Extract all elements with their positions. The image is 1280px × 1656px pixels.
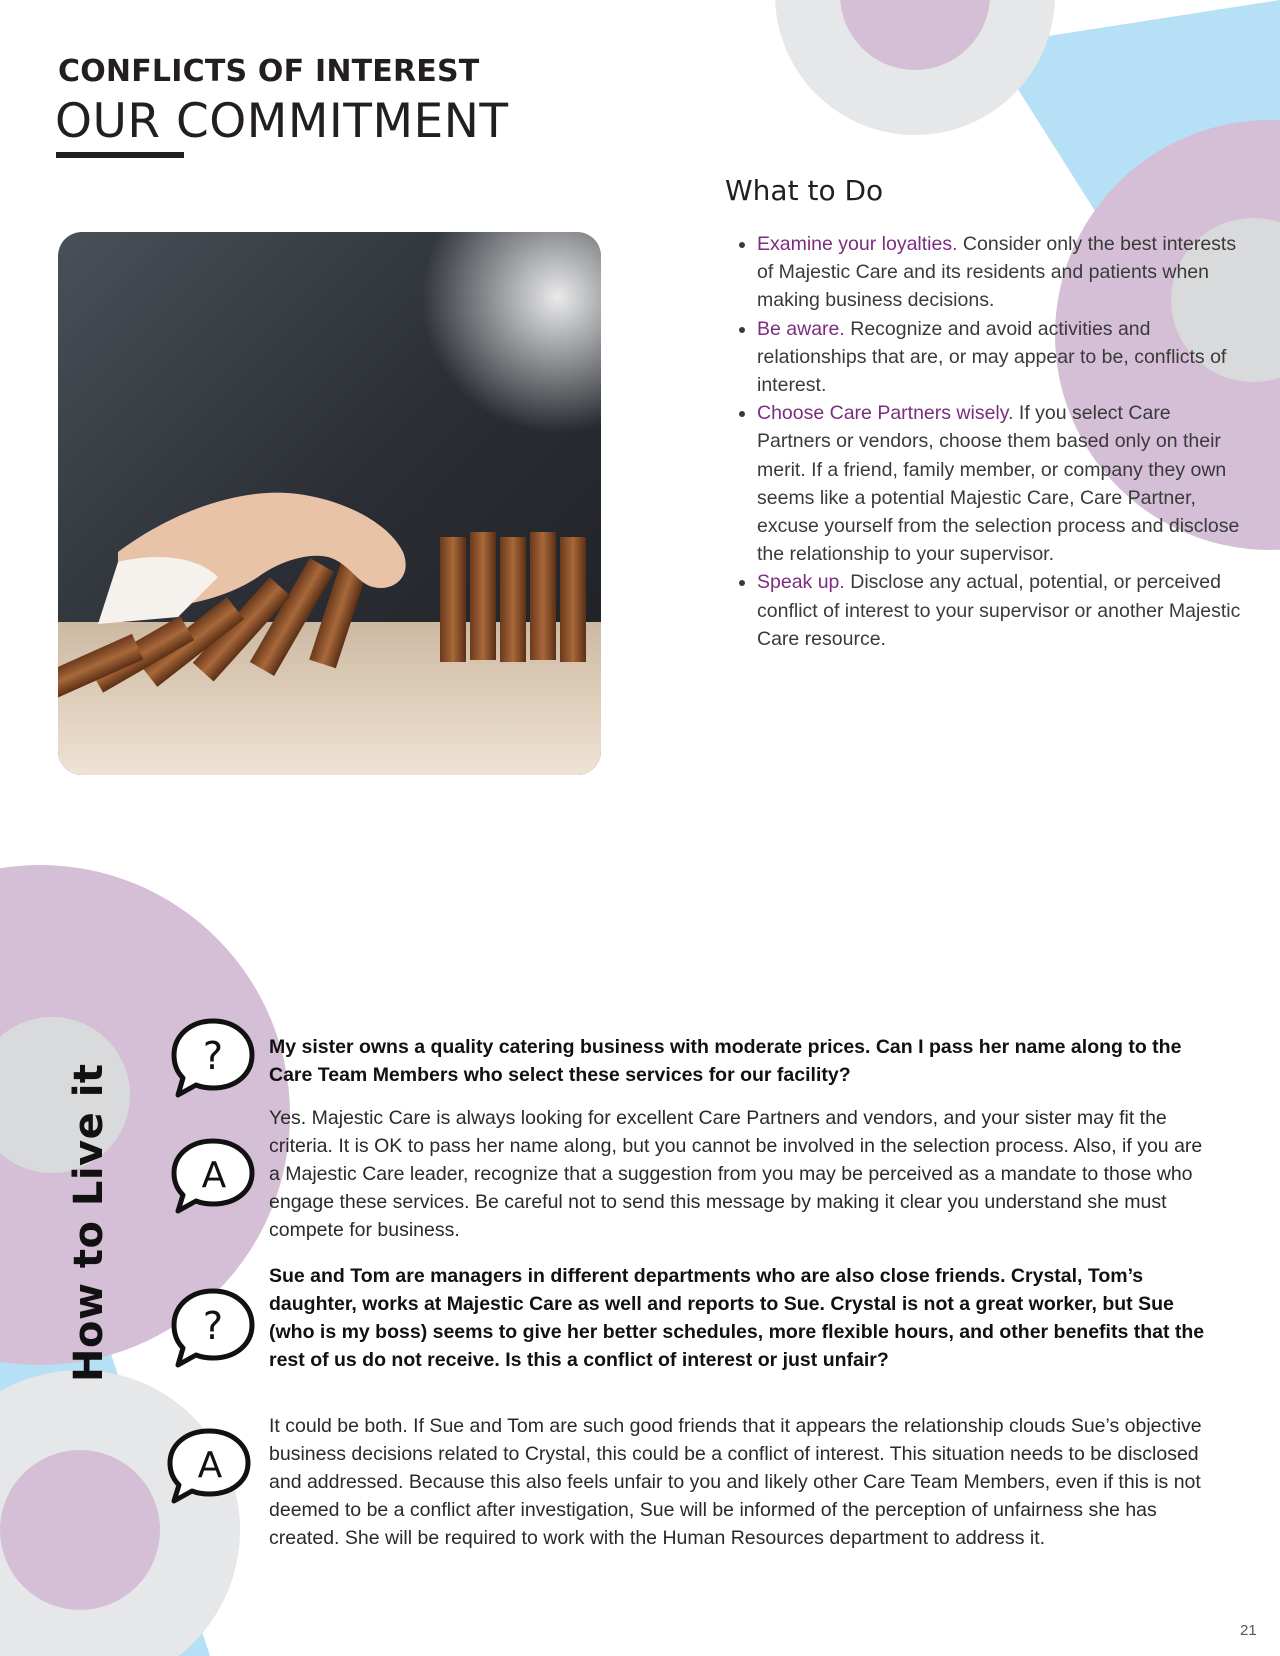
list-item — [757, 230, 1247, 315]
bullet-lead: Choose Care Partners wisely. — [757, 402, 1014, 425]
what-to-do-heading: What to Do — [725, 174, 884, 207]
bullet-text: Recognize and avoid activities and relationships that are, or may appear to be, conflicts of interest. — [757, 317, 1227, 397]
list-item — [757, 315, 1247, 400]
answer-1-text: Yes. Majestic Care is always looking for excellent Care Partners and vendors, and your sister may fit the criteria. It is OK to pass her name along, but you cannot be involved in the selection process. Also, if you are a Majestic Care leader, recognize that a suggestion from you may be perceived as a mandate to those who engage these services. Be careful not to send this message by making it clear you understand she must compete for business. — [269, 1107, 1203, 1241]
list-item — [757, 399, 1247, 568]
photo-illustration — [58, 232, 601, 775]
answer-bubble-icon — [170, 1135, 256, 1221]
question-2-text: Sue and Tom are managers in different departments who are also close friends. Crystal, Tom’s daughter, works at Majestic Care as well and reports to Sue. Crystal is not a great worker, but Sue (who is my boss) seems to give her better schedules, more flexible hours, and other benefits that the rest of us do not receive. Is this a conflict of interest or just unfair? — [269, 1265, 1205, 1371]
question-1-text: My sister owns a quality catering business with moderate prices. Can I pass her name along to the Care Team Members who select these services for our facility? — [269, 1036, 1182, 1086]
section-label: CONFLICTS OF INTEREST — [58, 54, 480, 89]
question-bubble-icon — [170, 1015, 256, 1101]
bullet-lead: Be aware. — [757, 317, 845, 340]
bullet-text: Disclose any actual, potential, or perceived conflict of interest to your supervisor or another Majestic Care resource. — [757, 571, 1241, 650]
svg-text:?: ? — [202, 1304, 224, 1348]
bullet-lead: Speak up. — [757, 571, 845, 594]
svg-text:A: A — [197, 1445, 223, 1486]
page-title: OUR COMMITMENT — [55, 94, 509, 149]
question-bubble-icon — [170, 1285, 256, 1371]
answer-2-text: It could be both. If Sue and Tom are such good friends that it appears the relationship clouds Sue’s objective business decisions related to Crystal, this could be a conflict of interest. This situation needs to be disclosed and addressed. Because this also feels unfair to you and likely other Care Team Members, even if this is not deemed to be a conflict after investigation, Sue will be informed of the perception of unfairness she has created. She will be required to work with the Human Resources department to address it. — [269, 1415, 1202, 1549]
page-number: 21 — [1240, 1622, 1257, 1639]
title-underline — [56, 152, 184, 158]
bullet-lead: Examine your loyalties. — [757, 233, 958, 255]
bullet-text: If you select Care Partners or vendors, choose them based only on their merit. If a friend, family member, or company they own seems like a potential Majestic Care, Care Partner, excuse yourself from the selection process and disclose the relationship to your supervisor. — [757, 402, 1240, 566]
how-to-live-it-label: How to Live it — [66, 1063, 112, 1382]
domino-hand-photo — [58, 232, 601, 775]
list-item — [757, 568, 1247, 653]
bullet-text: Consider only the best interests of Majestic Care and its residents and patients when making business decisions. — [757, 233, 1237, 312]
what-to-do-list — [730, 230, 1247, 653]
svg-text:?: ? — [202, 1034, 224, 1078]
answer-bubble-icon — [166, 1425, 252, 1511]
svg-text:A: A — [201, 1155, 227, 1196]
